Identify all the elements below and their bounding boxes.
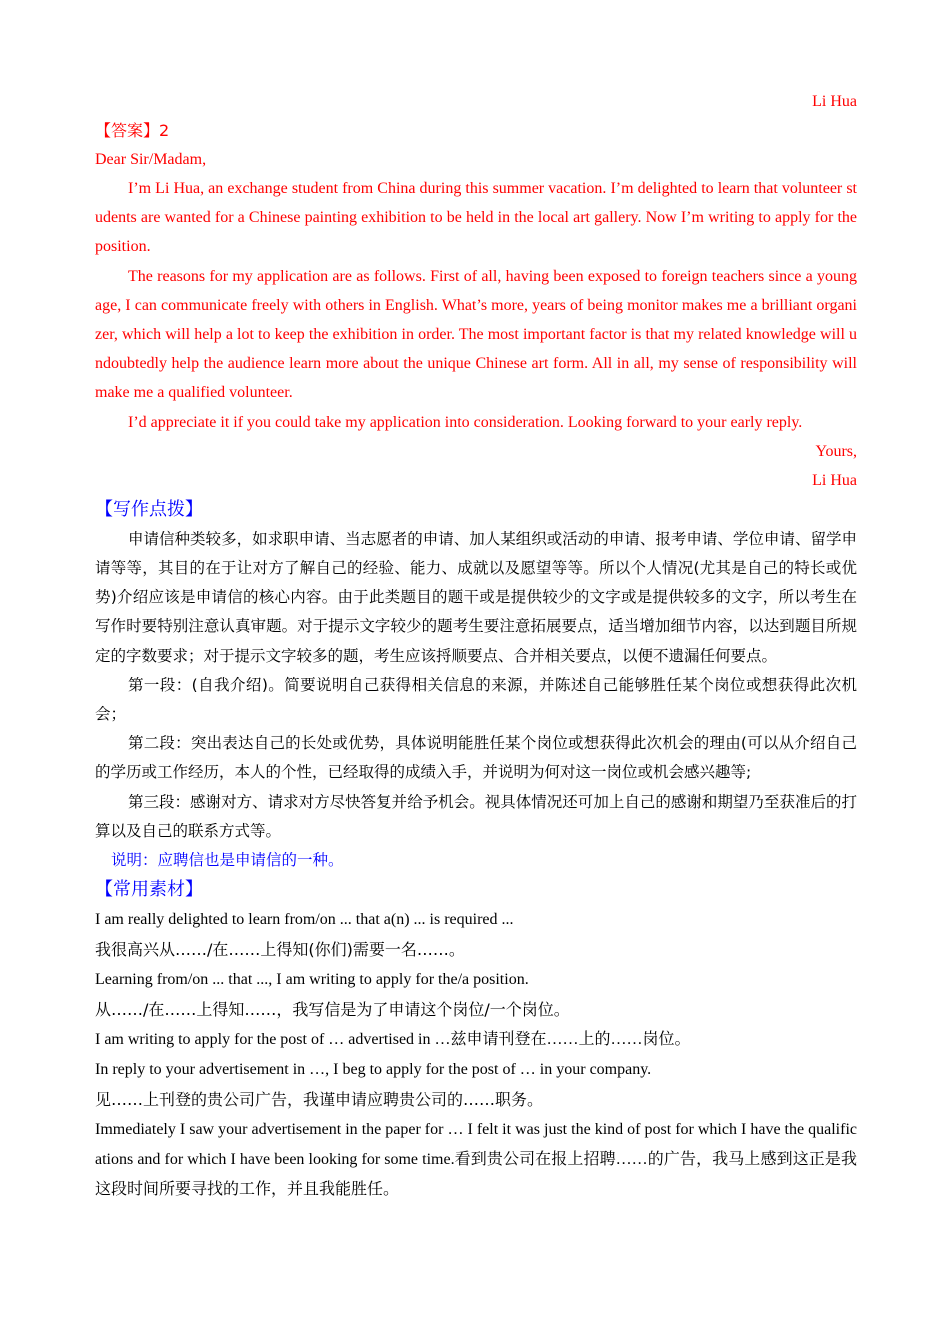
document-content: [95, 87, 857, 1205]
writing-tips-paragraph-1: 第一段：(自我介绍)。简要说明自己获得相关信息的来源，并陈述自己能够胜任某个岗位或想获得此次机会；: [95, 675, 857, 724]
materials-line-8: Immediately I saw your advertisement in the paper for … I felt it was just the kind of post for which I have the qualifications and for which I have been looking for some time.看到贵公司在报上招聘……的广告，我马上感到这正是我这段时间所要寻找的工作，并且我能胜任。: [95, 1121, 857, 1199]
letter-paragraph-2: The reasons for my application are as follows. First of all, having been exposed to foreign teachers since a young age, I can communicate freely with others in English. What’s more, years of being monitor makes me a brilliant organizer, which will help a lot to keep the exhibition in order. The most important factor is that my related knowledge will undoubtedly help the audience learn more about the unique Chinese art form. All in all, my sense of responsibility will make me a qualified volunteer.: [95, 267, 857, 402]
materials-line-1: I am really delighted to learn from/on ... that a(n) ... is required ...: [95, 911, 514, 929]
letter-closing: Yours,: [815, 442, 857, 460]
writing-tips-paragraph-2: 第二段：突出表达自己的长处或优势，具体说明能胜任某个岗位或想获得此次机会的理由(可以从介绍自己的学历或工作经历，本人的个性，已经取得的成绩入手，并说明为何对这一岗位或机会感兴趣等;: [95, 734, 857, 782]
writing-tips-paragraph-3: 第三段：感谢对方、请求对方尽快答复并给予机会。视具体情况还可加上自己的感谢和期望乃至获准后的打算以及自己的联系方式等。: [95, 792, 857, 840]
materials-line-7: 见……上刊登的贵公司广告，我谨申请应聘贵公司的……职务。: [95, 1090, 544, 1110]
writing-tips-intro: 申请信种类较多，如求职申请、当志愿者的申请、加人某组织或活动的申请、报考申请、学位申请、留学申请等等，其目的在于让对方了解自己的经验、能力、成就以及愿望等等。所以个人情况(尤其是自己的特长或优势)介绍应该是申请信的核心内容。由于此类题目的题干或是提供较少的文字或是提供较多的文字，所以考生在写作时要特别注意认真审题。对于提示文字较少的题考生要注意拓展要点，适当增加细节内容，以达到题目所规定的字数要求；对于提示文字较多的题，考生应该捋顺要点、合并相关要点，以便不遗漏任何要点。: [95, 529, 857, 665]
writing-tips-heading: 【写作点拨】: [95, 498, 203, 520]
materials-line-3: Learning from/on ... that ..., I am writing to apply for the/a position.: [95, 971, 529, 989]
letter-salutation: Dear Sir/Madam,: [95, 151, 207, 168]
materials-heading: 【常用素材】: [95, 879, 203, 901]
answer-label: 【答案】2: [95, 121, 170, 140]
materials-line-5: I am writing to apply for the post of … advertised in …兹申请刊登在……上的……岗位。: [95, 1031, 691, 1049]
materials-line-2: 我很高兴从……/在……上得知(你们)需要一名……。: [95, 940, 465, 960]
materials-line-6: In reply to your advertisement in …, I beg to apply for the post of … in your company.: [95, 1061, 652, 1079]
writing-tips-note: 说明：应聘信也是申请信的一种。: [111, 851, 344, 870]
letter-signature: Li Hua: [812, 471, 857, 489]
letter-paragraph-3: I’d appreciate it if you could take my application into consideration. Looking forward to your early reply.: [128, 413, 803, 431]
top-signature: Li Hua: [812, 93, 857, 110]
materials-line-4: 从……/在……上得知……，我写信是为了申请这个岗位/一个岗位。: [95, 1000, 570, 1020]
letter-paragraph-1: I’m Li Hua, an exchange student from China during this summer vacation. I’m delighted to learn that volunteer students are wanted for a Chinese painting exhibition to be held in the local art gallery. Now I’m writing to apply for the position.: [95, 180, 857, 256]
